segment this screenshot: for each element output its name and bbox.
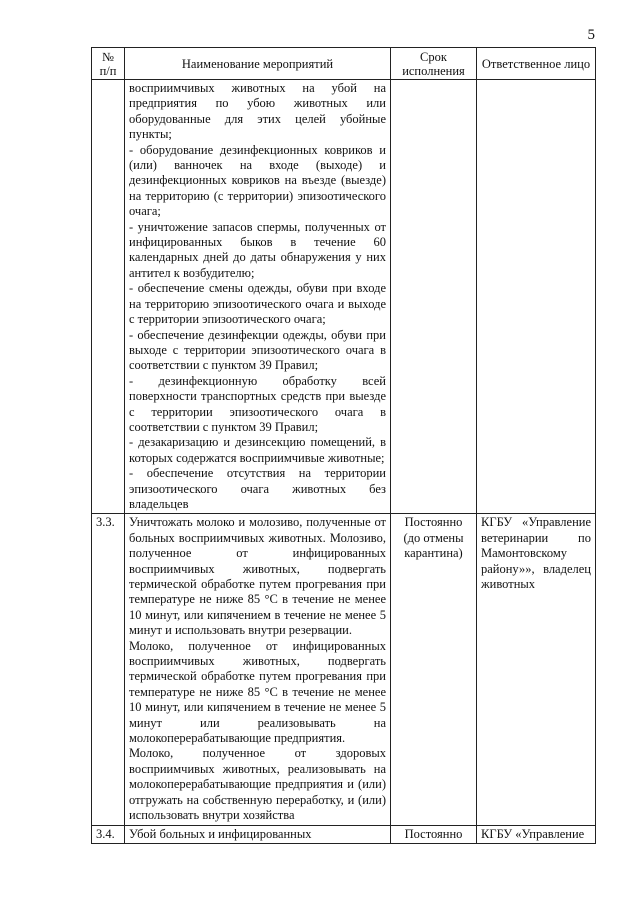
row-measures xyxy=(125,825,391,843)
row-measures xyxy=(125,80,391,514)
table-header-row xyxy=(92,48,596,80)
page-number: 5 xyxy=(587,27,595,43)
measure-paragraph: - обеспечение смены одежды, обуви при входе на территорию эпизоотического очага и выходе с территории эпизоотического очага; xyxy=(129,281,386,327)
row-measures xyxy=(125,514,391,825)
measure-paragraph: - оборудование дезинфекционных ковриков и (или) ванночек на входе (выходе) и дезинфекционных ковриков на въезде (выезде) на территорию (с территории) эпизоотического очага; xyxy=(129,142,386,219)
header-responsible: Ответственное лицо xyxy=(477,48,596,80)
table-row xyxy=(92,80,596,514)
row-num: 3.4. xyxy=(92,825,125,843)
table-row xyxy=(92,825,596,843)
row-responsible: КГБУ «Управление xyxy=(477,825,596,843)
measure-paragraph: - обеспечение отсутствия на территории эпизоотического очага животных без владельцев xyxy=(129,466,386,511)
table-row xyxy=(92,514,596,825)
measure-paragraph: - дезакаризацию и дезинсекцию помещений, в которых содержатся восприимчивые животные; xyxy=(129,435,386,465)
measure-paragraph: Молоко, полученное от инфицированных восприимчивых животных, подвергать термической обработке путем прогревания при температуре не ниже 85 °С в течение не менее 10 минут, или кипячением в течение не менее 5 минут или реализовывать на молокоперерабатывающие предприятия. xyxy=(129,638,386,746)
measure-paragraph: Уничтожать молоко и молозиво, полученные от больных восприимчивых животных. Молозиво, полученное от инфицированных восприимчивых животных, подвергать термической обработке путем прогревания при температуре не ниже 85 °С в течение не менее 10 минут, или кипячением в течение не менее 5 минут и использовать внутри резервации. xyxy=(129,515,386,638)
row-responsible: КГБУ «Управление ветеринарии по Мамонтовскому району»», владелец животных xyxy=(477,514,596,825)
measure-paragraph: - обеспечение дезинфекции одежды, обуви при выходе с территории эпизоотического очага в соответствии с пунктом 39 Правил; xyxy=(129,327,386,373)
row-term: Постоянно xyxy=(391,825,477,843)
measure-paragraph: - уничтожение запасов спермы, полученных от инфицированных быков в течение 60 календарных дней до даты обнаружения у них антител к возбудителю; xyxy=(129,219,386,280)
row-term xyxy=(391,80,477,514)
header-num: № п/п xyxy=(92,48,125,80)
measure-paragraph: восприимчивых животных на убой на предприятия по убою животных или оборудованные для этих целей убойные пункты; xyxy=(129,81,386,142)
header-name: Наименование мероприятий xyxy=(125,48,391,80)
row-num: 3.3. xyxy=(92,514,125,825)
row-num xyxy=(92,80,125,514)
measure-paragraph: - дезинфекционную обработку всей поверхности транспортных средств при выезде с территории эпизоотического очага в соответствии с пунктом 39 Правил; xyxy=(129,373,386,434)
measures-table xyxy=(91,47,596,844)
measure-paragraph: Убой больных и инфицированных xyxy=(129,826,312,841)
measure-paragraph: Молоко, полученное от здоровых восприимчивых животных, реализовывать на молокоперерабатывающие предприятия и (или) отгружать на собственную переработку, и (или) использовать внутри хозяйства xyxy=(129,746,386,823)
row-term: Постоянно (до отмены карантина) xyxy=(391,514,477,825)
header-term: Срок исполнения xyxy=(391,48,477,80)
row-responsible xyxy=(477,80,596,514)
